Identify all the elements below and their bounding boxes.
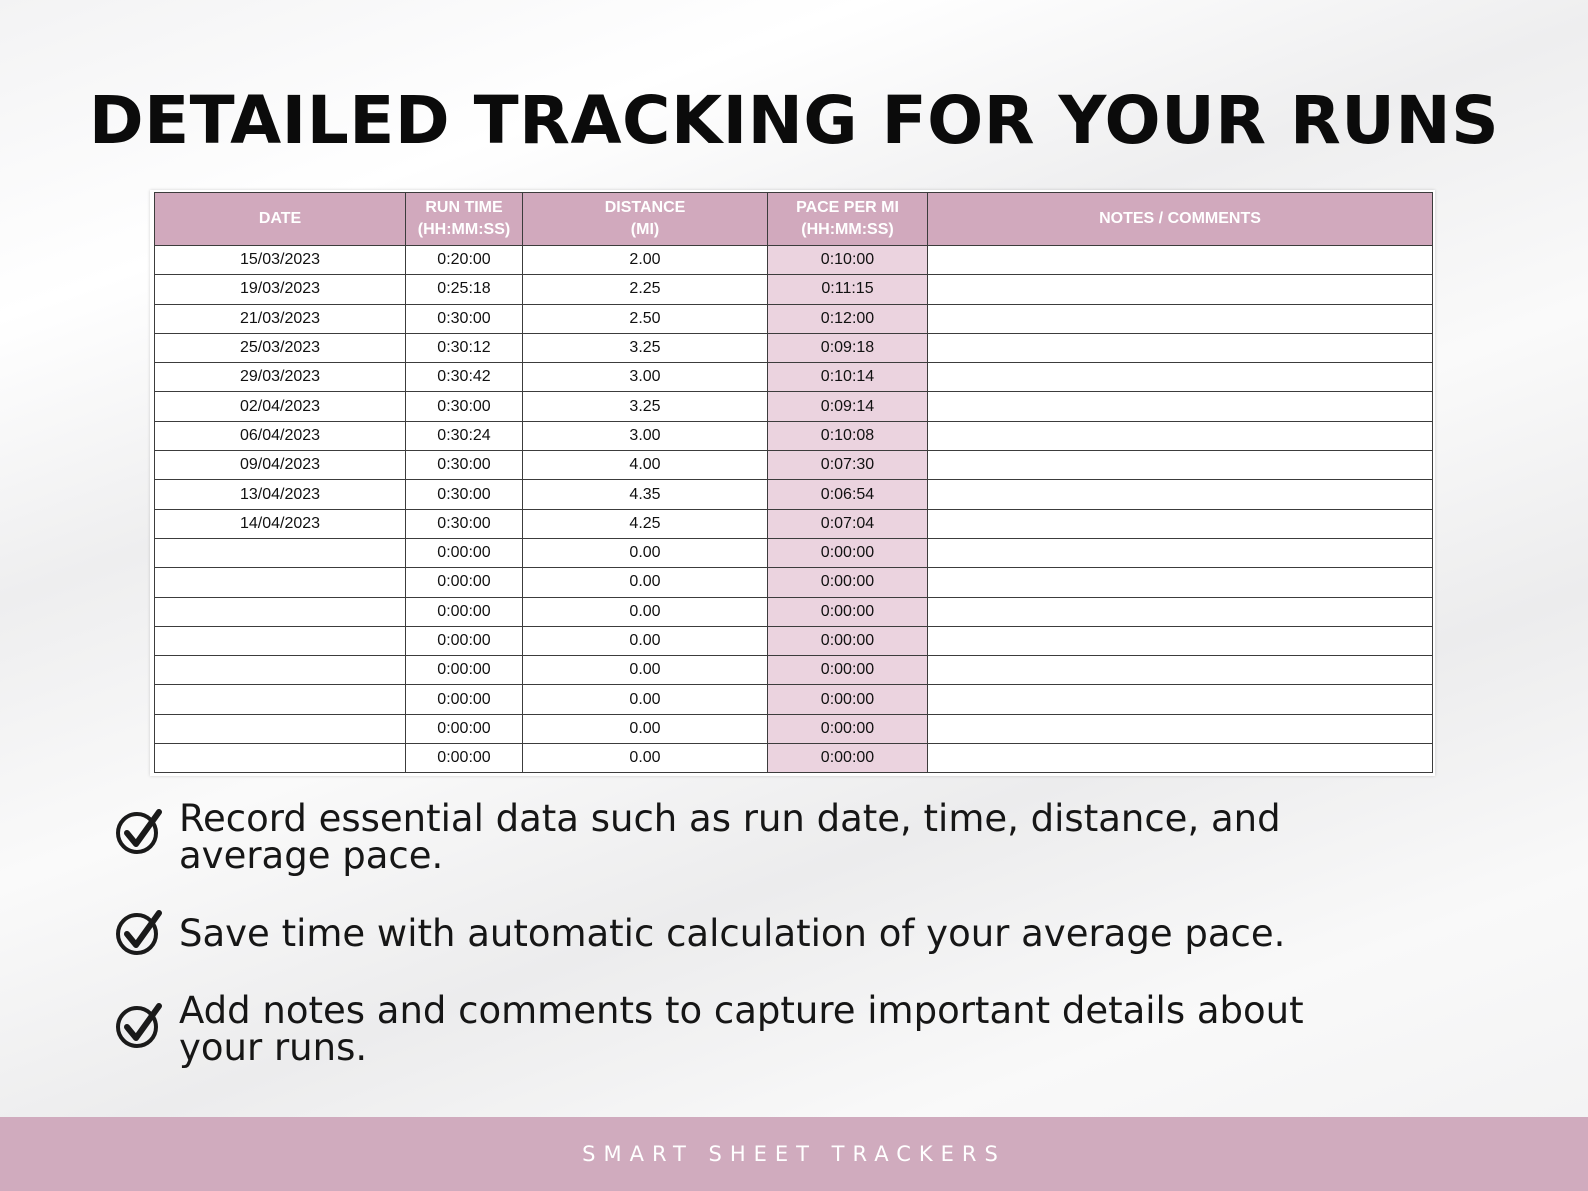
feature-text-line: your runs. — [179, 1026, 368, 1069]
header-distance — [523, 193, 768, 246]
cell-run-time[interactable]: 0:30:00 — [406, 509, 523, 538]
cell-notes[interactable] — [928, 744, 1433, 773]
brand-footer: SMART SHEET TRACKERS — [0, 1117, 1588, 1191]
table-row — [155, 304, 1433, 333]
cell-date[interactable]: 21/03/2023 — [155, 304, 406, 333]
cell-notes[interactable] — [928, 597, 1433, 626]
cell-pace[interactable]: 0:00:00 — [768, 597, 928, 626]
cell-date[interactable] — [155, 685, 406, 714]
feature-item — [115, 989, 1304, 1069]
cell-pace[interactable]: 0:07:30 — [768, 451, 928, 480]
feature-text-line: Record essential data such as run date, time, distance, and — [179, 797, 1281, 840]
cell-run-time[interactable]: 0:25:18 — [406, 275, 523, 304]
header-notes — [928, 193, 1433, 246]
cell-date[interactable]: 29/03/2023 — [155, 363, 406, 392]
cell-run-time[interactable]: 0:30:00 — [406, 304, 523, 333]
page-title: DETAILED TRACKING FOR YOUR RUNS — [88, 82, 1500, 159]
header-sublabel: (HH:MM:SS) — [417, 221, 511, 238]
table-row — [155, 480, 1433, 509]
header-label: PACE PER MI — [796, 199, 899, 216]
cell-run-time[interactable]: 0:00:00 — [406, 626, 523, 655]
cell-distance[interactable]: 4.25 — [523, 509, 768, 538]
cell-notes[interactable] — [928, 714, 1433, 743]
header-label: DISTANCE — [604, 199, 686, 216]
check-circle-icon — [115, 806, 165, 856]
cell-date[interactable] — [155, 656, 406, 685]
cell-notes[interactable] — [928, 451, 1433, 480]
run-log-table — [154, 192, 1433, 773]
table-row — [155, 538, 1433, 567]
cell-pace[interactable]: 0:10:08 — [768, 421, 928, 450]
cell-date[interactable] — [155, 597, 406, 626]
cell-run-time[interactable]: 0:00:00 — [406, 744, 523, 773]
cell-date[interactable]: 09/04/2023 — [155, 451, 406, 480]
table-row — [155, 568, 1433, 597]
cell-distance[interactable]: 0.00 — [523, 656, 768, 685]
cell-date[interactable] — [155, 714, 406, 743]
table-row — [155, 714, 1433, 743]
cell-distance[interactable]: 0.00 — [523, 568, 768, 597]
feature-item — [115, 797, 1281, 877]
table-row — [155, 275, 1433, 304]
table-row — [155, 626, 1433, 655]
table-row — [155, 744, 1433, 773]
cell-distance[interactable]: 0.00 — [523, 538, 768, 567]
cell-date[interactable]: 02/04/2023 — [155, 392, 406, 421]
cell-date[interactable] — [155, 626, 406, 655]
cell-distance[interactable]: 0.00 — [523, 685, 768, 714]
cell-date[interactable] — [155, 538, 406, 567]
cell-notes[interactable] — [928, 538, 1433, 567]
cell-run-time[interactable]: 0:30:00 — [406, 480, 523, 509]
table-row — [155, 333, 1433, 362]
cell-distance[interactable]: 4.00 — [523, 451, 768, 480]
cell-pace[interactable]: 0:00:00 — [768, 568, 928, 597]
cell-date[interactable] — [155, 744, 406, 773]
cell-distance[interactable]: 0.00 — [523, 597, 768, 626]
header-pace — [768, 193, 928, 246]
cell-notes[interactable] — [928, 363, 1433, 392]
cell-run-time[interactable]: 0:30:24 — [406, 421, 523, 450]
check-circle-icon — [115, 907, 165, 957]
cell-run-time[interactable]: 0:00:00 — [406, 685, 523, 714]
header-date — [155, 193, 406, 246]
cell-pace[interactable]: 0:06:54 — [768, 480, 928, 509]
cell-run-time[interactable]: 0:00:00 — [406, 597, 523, 626]
cell-run-time[interactable]: 0:30:00 — [406, 451, 523, 480]
cell-pace[interactable]: 0:00:00 — [768, 626, 928, 655]
table-row — [155, 509, 1433, 538]
cell-notes[interactable] — [928, 568, 1433, 597]
header-run-time — [406, 193, 523, 246]
cell-notes[interactable] — [928, 509, 1433, 538]
cell-distance[interactable]: 0.00 — [523, 626, 768, 655]
cell-pace[interactable]: 0:12:00 — [768, 304, 928, 333]
cell-run-time[interactable]: 0:20:00 — [406, 246, 523, 275]
cell-date[interactable]: 25/03/2023 — [155, 333, 406, 362]
feature-item — [115, 912, 1286, 955]
cell-notes[interactable] — [928, 480, 1433, 509]
cell-date[interactable]: 19/03/2023 — [155, 275, 406, 304]
table-row — [155, 685, 1433, 714]
table-row — [155, 421, 1433, 450]
spreadsheet-screenshot — [150, 190, 1435, 776]
cell-distance[interactable]: 2.25 — [523, 275, 768, 304]
cell-distance[interactable]: 3.25 — [523, 392, 768, 421]
table-row — [155, 597, 1433, 626]
cell-run-time[interactable]: 0:30:12 — [406, 333, 523, 362]
cell-notes[interactable] — [928, 304, 1433, 333]
table-row — [155, 392, 1433, 421]
header-sublabel: (HH:MM:SS) — [801, 221, 894, 238]
cell-distance[interactable]: 4.35 — [523, 480, 768, 509]
cell-notes[interactable] — [928, 656, 1433, 685]
feature-text-line: Add notes and comments to capture important details about — [179, 989, 1304, 1032]
cell-notes[interactable] — [928, 626, 1433, 655]
cell-pace[interactable]: 0:00:00 — [768, 685, 928, 714]
cell-notes[interactable] — [928, 275, 1433, 304]
cell-pace[interactable]: 0:09:18 — [768, 333, 928, 362]
cell-date[interactable]: 13/04/2023 — [155, 480, 406, 509]
header-label: RUN TIME — [425, 199, 503, 216]
cell-date[interactable]: 15/03/2023 — [155, 246, 406, 275]
cell-pace[interactable]: 0:00:00 — [768, 538, 928, 567]
cell-run-time[interactable]: 0:30:42 — [406, 363, 523, 392]
feature-text-line: Save time with automatic calculation of your average pace. — [179, 912, 1286, 955]
cell-notes[interactable] — [928, 246, 1433, 275]
cell-date[interactable] — [155, 568, 406, 597]
feature-text-line: average pace. — [179, 834, 444, 877]
cell-notes[interactable] — [928, 333, 1433, 362]
table-row — [155, 246, 1433, 275]
check-circle-icon — [115, 1000, 165, 1050]
cell-distance[interactable]: 2.00 — [523, 246, 768, 275]
cell-pace[interactable]: 0:10:00 — [768, 246, 928, 275]
cell-notes[interactable] — [928, 421, 1433, 450]
cell-distance[interactable]: 3.25 — [523, 333, 768, 362]
header-label: NOTES / COMMENTS — [1099, 210, 1261, 227]
cell-run-time[interactable]: 0:00:00 — [406, 656, 523, 685]
cell-notes[interactable] — [928, 685, 1433, 714]
cell-pace[interactable]: 0:07:04 — [768, 509, 928, 538]
cell-run-time[interactable]: 0:00:00 — [406, 714, 523, 743]
cell-run-time[interactable]: 0:00:00 — [406, 568, 523, 597]
table-row — [155, 656, 1433, 685]
table-header-row — [155, 193, 1433, 246]
header-sublabel: (MI) — [630, 221, 660, 238]
cell-distance[interactable]: 0.00 — [523, 744, 768, 773]
cell-pace[interactable]: 0:09:14 — [768, 392, 928, 421]
cell-pace[interactable]: 0:00:00 — [768, 714, 928, 743]
cell-run-time[interactable]: 0:30:00 — [406, 392, 523, 421]
table-body — [155, 246, 1433, 773]
cell-pace[interactable]: 0:11:15 — [768, 275, 928, 304]
cell-date[interactable]: 06/04/2023 — [155, 421, 406, 450]
cell-pace[interactable]: 0:10:14 — [768, 363, 928, 392]
cell-run-time[interactable]: 0:00:00 — [406, 538, 523, 567]
cell-pace[interactable]: 0:00:00 — [768, 656, 928, 685]
cell-pace[interactable]: 0:00:00 — [768, 744, 928, 773]
header-label: DATE — [258, 210, 302, 227]
cell-notes[interactable] — [928, 392, 1433, 421]
table-row — [155, 451, 1433, 480]
table-row — [155, 363, 1433, 392]
cell-date[interactable]: 14/04/2023 — [155, 509, 406, 538]
cell-distance[interactable]: 3.00 — [523, 421, 768, 450]
cell-distance[interactable]: 3.00 — [523, 363, 768, 392]
cell-distance[interactable]: 0.00 — [523, 714, 768, 743]
cell-distance[interactable]: 2.50 — [523, 304, 768, 333]
